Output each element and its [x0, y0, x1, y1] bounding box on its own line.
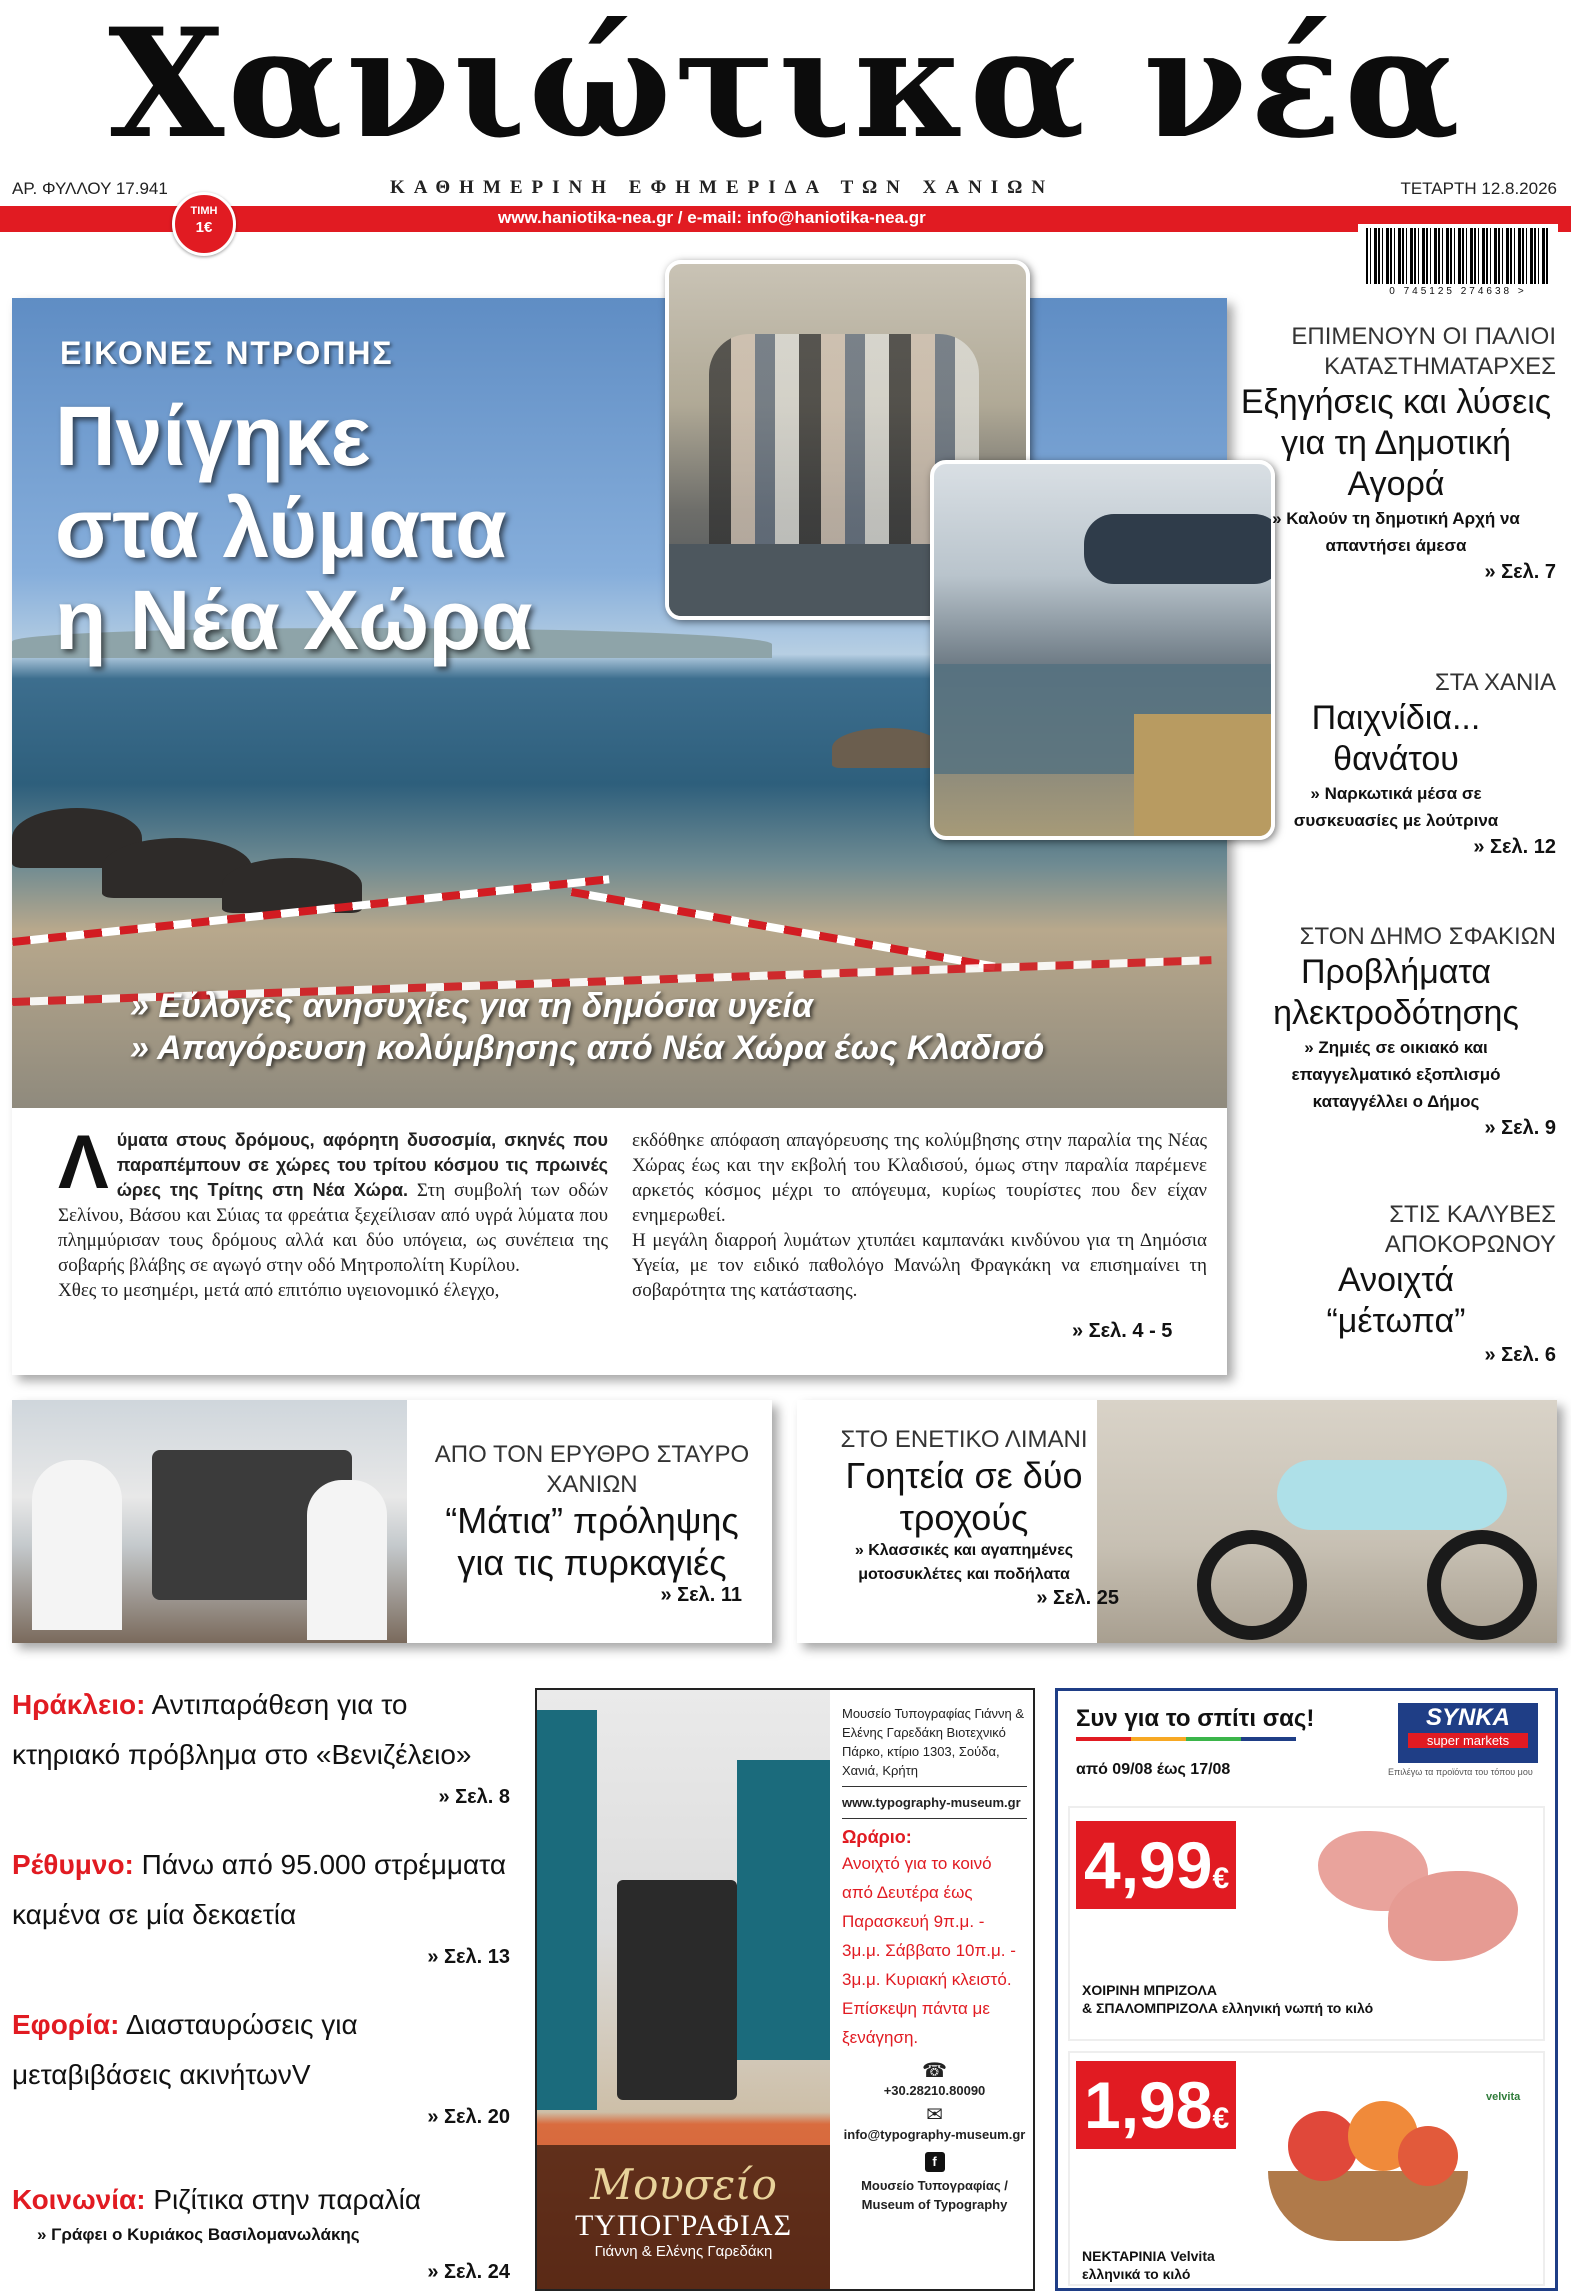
barcode: 0 745125 274638 > — [1358, 224, 1558, 310]
lead-eyebrow: ΕΙΚΟΝΕΣ ΝΤΡΟΠΗΣ — [60, 335, 394, 371]
mail-icon: ✉ — [926, 2104, 943, 2126]
price-badge: ΤΙΜΗ 1€ — [172, 192, 236, 256]
inset-photo-flood — [930, 460, 1275, 840]
masthead-title: Χανιώτικα νέα — [108, 0, 1463, 172]
sidebar-story-1[interactable]: ΕΠΙΜΕΝΟΥΝ ΟΙ ΠΑΛΙΟΙ ΚΑΤΑΣΤΗΜΑΤΑΡΧΕΣ Εξηγήσεις και λύσεις για τη Δημοτική Αγορά » Καλούν τη δημοτική Αρχή να απαντήσει άμεσα » Σελ. 7 — [1240, 323, 1556, 583]
brief-tax[interactable]: Εφορία: Διασταυρώσεις για μεταβιβάσεις ακινήτωνV » Σελ. 20 — [12, 2009, 510, 2128]
velvita-logo: velvita — [1486, 2091, 1521, 2103]
ad-synka[interactable]: Συν για το σπίτι σας! από 09/08 έως 17/08 SYNKA super markets Επιλέγω τα προϊόντα του τόπου μου 4,99€ ΧΟΙΡΙΝΗ ΜΠΡΙΖΟΛΑ & ΣΠΑΛΟΜΠΡΙΖΟΛΑ ελληνική νωπή το κιλό 1,98€ velvita ΝΕΚΤΑΡΙΝΙΑ Velvita ελληνικά το κιλό — [1055, 1688, 1558, 2291]
nectarines-image — [1258, 2091, 1468, 2241]
brief-rethymno[interactable]: Ρέθυμνο: Πάνω από 95.000 στρέμματα καμένα σε μία δεκαετία » Σελ. 13 — [12, 1849, 510, 1968]
issue-date: ΤΕΤΑΡΤΗ 12.8.2026 — [1400, 179, 1557, 198]
pork-chop-image — [1298, 1821, 1528, 1971]
tagline: ΚΑΘΗΜΕΡΙΝΗ ΕΦΗΜΕΡΙΔΑ ΤΩΝ ΧΑΝΙΩΝ — [390, 177, 1055, 198]
sidebar-story-3[interactable]: ΣΤΟΝ ΔΗΜΟ ΣΦΑΚΙΩΝ Προβλήματα ηλεκτροδότησης » Ζημιές σε οικιακό και επαγγελματικό εξοπλισμό καταγγέλλει ο Δήμος » Σελ. 9 — [1273, 923, 1556, 1139]
teaser-harbour[interactable]: ΣΤΟ ΕΝΕΤΙΚΟ ΛΙΜΑΝΙ Γοητεία σε δύο τροχούς » Κλασσικές και αγαπημένες μοτοσυκλέτες και ποδήλατα » Σελ. 25 — [797, 1400, 1557, 1643]
lead-headline: Πνίγηκε στα λύματα η Νέα Χώρα — [55, 389, 533, 667]
ad-typography-museum[interactable]: Μουσείο ΤΥΠΟΓΡΑΦΙΑΣ Γιάννη & Ελένης Γαρεδάκη Μουσείο Τυπογραφίας Γιάννη & Ελένης Γαρεδάκη Βιοτεχνικό Πάρκο, κτίριο 1303, Σούδα, Χανιά, Κρήτη www.typography-museum.gr Ωράριο: Ανοιχτό για το κοινό από Δευτέρα έως Παρασκευή 9π.μ. - 3μ.μ. Σάββατο 10π.μ. - 3μ.μ. Κυριακή κλειστό. Επίσκεψη πάντα με ξενάγηση. ☎ +30.28210.80090 ✉ info@typography-museum.gr f Μουσείο Τυπογραφίας / Museum of Typography — [535, 1688, 1035, 2291]
lead-page-ref[interactable]: » Σελ. 4 - 5 — [1072, 1320, 1173, 1342]
brief-heraklion[interactable]: Ηράκλειο: Αντιπαράθεση για το κτηριακό πρόβλημα στο «Βενιζέλειο» » Σελ. 8 — [12, 1689, 510, 1808]
museum-logo-sub: Γιάννη & Ελένης Γαρεδάκη — [594, 2243, 773, 2260]
offer1-price: 4,99€ — [1076, 1821, 1236, 1909]
sidebar-story-4[interactable]: ΣΤΙΣ ΚΑΛΥΒΕΣ ΑΠΟΚΟΡΩΝΟΥ Ανοιχτά “μέτωπα” » Σελ. 6 — [1326, 1201, 1556, 1366]
museum-logo-script: Μουσείο — [590, 2160, 777, 2209]
facebook-icon: f — [925, 2152, 945, 2172]
lead-subheads: » Εύλογες ανησυχίες για τη δημόσια υγεία » Απαγόρευση κολύμβησης από Νέα Χώρα έως Κλαδισό — [130, 987, 1045, 1067]
lead-body-col1: Λύματα στους δρόμους, αφόρητη δυσοσμία, σκηνές που παραπέμπουν σε χώρες του τρίτου κόσμου τις πρωινές ώρες της Τρίτης στη Νέα Χώρα. Στη συμβολή των οδών Σελίνου, Βάσου και Σύιας τα φρεάτια ξεχείλισαν από υγρά λύματα που πλημμύρισαν τους δρόμους αλλά και δύο υπόγεια, ως συνέπεια της σοβαρής βλάβης σε αγωγό στην οδό Μητροπολίτη Κυρίλου. Χθες το μεσημέρι, μετά από επιτόπιο υγειονομικό έλεγχο, — [58, 1120, 608, 1301]
synka-logo: SYNKA super markets — [1398, 1703, 1538, 1763]
lead-body-col2: εκδόθηκε απόφαση απαγόρευσης της κολύμβησης στην παραλία της Νέας Χώρας έως και την εκβολή του Κλαδισού, όμως στην παραλία παρέμενε αρκετός κόσμος μέχρι το απόγευμα, κυρίως τουρίστες που δεν είχαν ενημερωθεί. Η μεγάλη διαρροή λυμάτων χτυπάει καμπανάκι κινδύνου για τη Δημόσια Υγεία, με τον ειδικό παθολόγο Μανώλη Φραγκάκη να επισημαίνει τη σοβαρότητα της κατάστασης. — [632, 1130, 1207, 1301]
issue-number: ΑΡ. ΦΥΛΛΟΥ 17.941 — [12, 179, 168, 198]
sidebar-story-2[interactable]: ΣΤΑ ΧΑΝΙΑ Παιχνίδια... θανάτου » Ναρκωτικά μέσα σε συσκευασίες με λούτρινα » Σελ. 12 — [1293, 669, 1556, 858]
museum-logo-name: ΤΥΠΟΓΡΑΦΙΑΣ — [574, 2209, 793, 2242]
teaser-red-cross[interactable]: ΑΠΟ ΤΟΝ ΕΡΥΘΡΟ ΣΤΑΥΡΟ ΧΑΝΙΩΝ “Μάτια” πρόληψης για τις πυρκαγιές » Σελ. 11 — [12, 1400, 772, 1643]
offer2-price: 1,98€ — [1076, 2061, 1236, 2149]
brief-society[interactable]: Κοινωνία: Ριζίτικα στην παραλία » Γράφει ο Κυριάκος Βασιλομανωλάκης » Σελ. 24 — [12, 2184, 510, 2283]
contact-line[interactable]: www.haniotika-nea.gr / e-mail: info@haniotika-nea.gr — [498, 208, 926, 227]
phone-icon: ☎ — [922, 2060, 947, 2082]
